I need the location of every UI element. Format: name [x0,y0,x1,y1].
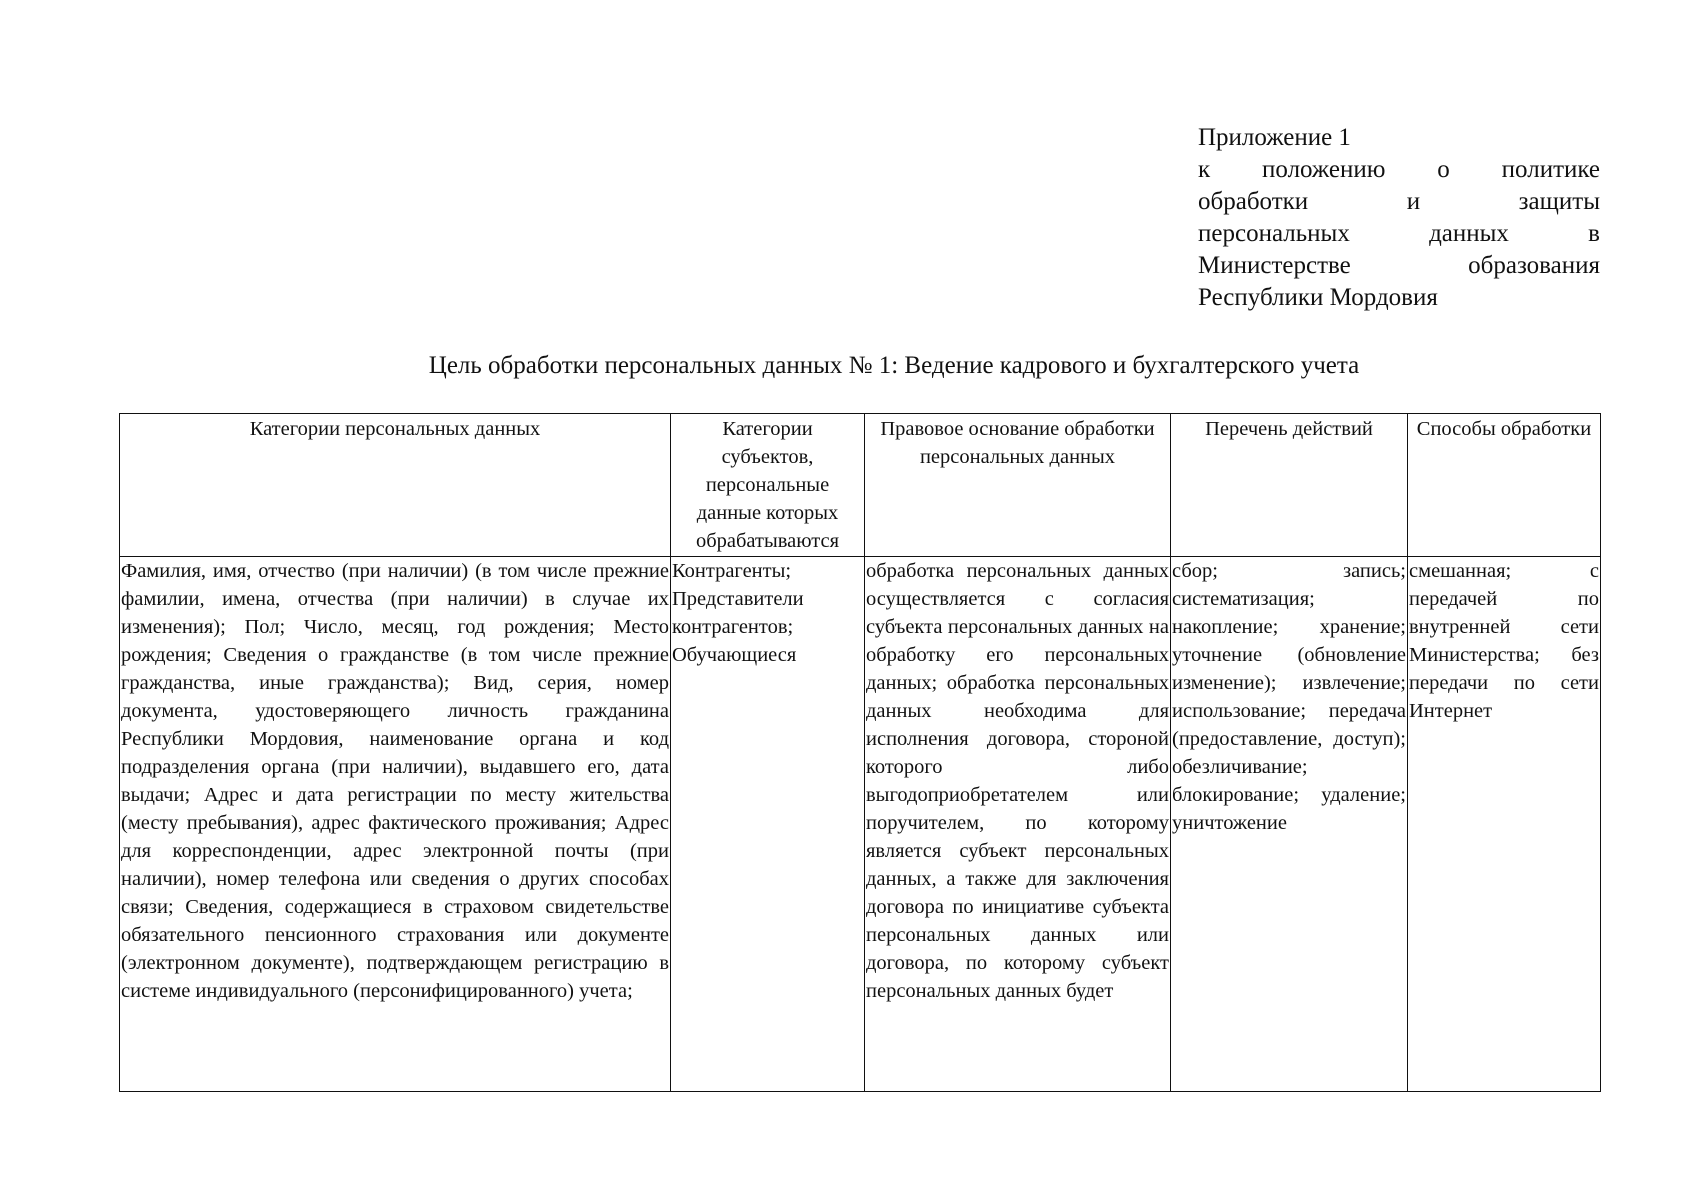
appendix-word: в [1588,220,1600,247]
header-pd-categories: Категории персональных данных [120,414,671,557]
appendix-line-4 [1198,250,1600,282]
appendix-line-2 [1198,186,1600,218]
appendix-line-3 [1198,218,1600,250]
header-processing-methods: Способы обработки [1408,414,1601,557]
appendix-word: Министерстве [1198,252,1351,279]
cell-processing-methods [1408,557,1601,1092]
appendix-word: положению [1262,156,1386,183]
cell-text: смешанная; с передачей по внутренней сети Министерства; без передачи по сети Интернет [1409,560,1599,722]
document-title: Цель обработки персональных данных № 1: Ведение кадрового и бухгалтерского учета [428,352,1360,379]
appendix-word: о [1437,156,1450,183]
appendix-word: политике [1501,156,1600,183]
cell-text: Фамилия, имя, отчество (при наличии) (в том числе прежние фамилии, имена, отчества (при наличии) в случае их изменения); Пол; Число, месяц, год рождения; Место рождения; Сведения о гражданстве (в том числе прежние гражданства, иные гражданства); Вид, серия, номер документа, удостоверяющего личность гражданина Республики Мордовия, наименование органа и код подразделения органа (при наличии), выдавшего его, дата выдачи; Адрес и дата регистрации по месту жительства (месту пребывания), адрес фактического проживания; Адрес для корреспонденции, адрес электронной почты (при наличии), номер телефона или сведения о других способах связи; Сведения, содержащиеся в страховом свидетельстве обязательного пенсионного страхования или документе (электронном документе), подтверждающем регистрацию в системе индивидуального (персонифицированного) учета; [121,560,669,1002]
appendix-title: Приложение 1 [1198,124,1351,151]
cell-pd-categories [120,557,671,1092]
appendix-word: обработки [1198,188,1309,215]
appendix-word: к [1198,156,1211,183]
appendix-word: образования [1468,252,1600,279]
appendix-line-1 [1198,154,1600,186]
header-subject-categories: Категории субъектов, персональные данные которых обрабатываются [671,414,865,557]
appendix-word: и [1406,188,1421,215]
cell-subject-categories [671,557,865,1092]
header-actions-list: Перечень действий [1171,414,1408,557]
cell-text: обработка персональных данных осуществляется с согласия субъекта персональных данных на обработку его персональных данных; обработка персональных данных необходима для исполнения договора, стороной которого либо выгодоприобретателем или поручителем, по которому является субъект персональных данных, а также для заключения договора по инициативе субъекта персональных данных или договора, по которому субъект персональных данных будет [866,560,1169,1002]
cell-text: Контрагенты; Представители контрагентов; Обучающиеся [672,560,804,666]
appendix-block [1198,122,1600,314]
cell-text: сбор; запись; систематизация; накопление; хранение; уточнение (обновление изменение); извлечение; использование; передача (предоставление, доступ); обезличивание; блокирование; удаление; уничтожение [1172,560,1406,834]
appendix-word: защиты [1518,188,1600,215]
table-row [120,557,1601,1092]
appendix-word: данных [1429,220,1509,247]
appendix-last-line: Республики Мордовия [1198,284,1438,311]
cell-legal-basis [865,557,1171,1092]
appendix-word: персональных [1198,220,1350,247]
pd-categories-table [119,413,1601,1092]
cell-actions-list [1171,557,1408,1092]
table-header-row [120,414,1601,557]
header-legal-basis: Правовое основание обработки персональных данных [865,414,1171,557]
